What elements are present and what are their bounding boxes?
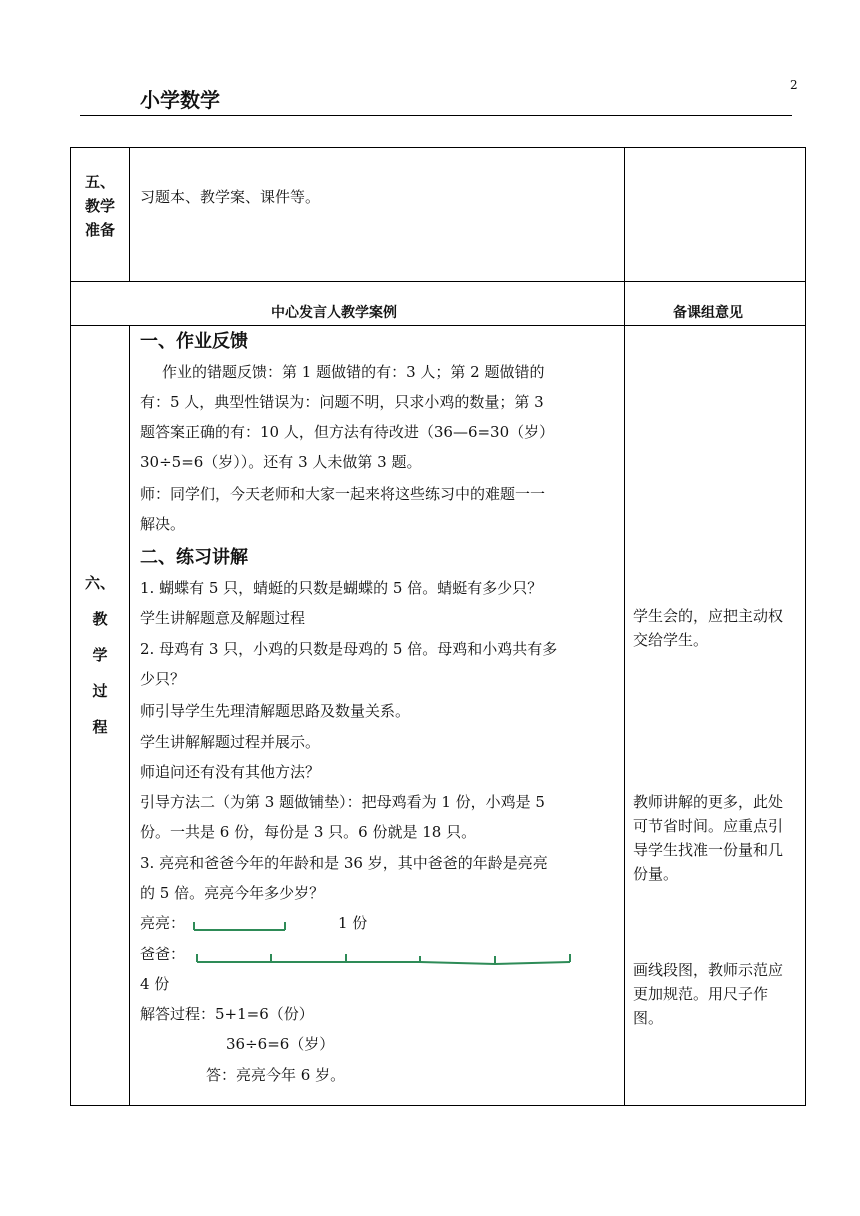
practice-line: 的 5 倍。亮亮今年多少岁？ bbox=[140, 884, 325, 902]
section5-label-line: 准备 bbox=[84, 221, 115, 239]
solution-line: 36÷6=6（岁） bbox=[226, 1035, 335, 1053]
section6-label-line: 六、 bbox=[84, 574, 115, 592]
diagram-liang-label: 亮亮： bbox=[140, 914, 186, 932]
feedback-line: 题答案正确的有：10 人，但方法有待改进（36—6=30（岁） bbox=[140, 423, 555, 441]
solution-answer: 答：亮亮今年 6 岁。 bbox=[206, 1066, 346, 1084]
section6-label-line: 过 bbox=[92, 682, 108, 700]
practice-line: 1. 蝴蝶有 5 只，蜻蜓的只数是蝴蝶的 5 倍。蜻蜓有多少只？ bbox=[140, 579, 543, 597]
section5-label-line: 五、 bbox=[84, 173, 115, 191]
diagram-liang-parts: 1 份 bbox=[338, 914, 368, 932]
section5-label-line: 教学 bbox=[84, 197, 115, 215]
section6-label-line: 程 bbox=[92, 718, 108, 736]
heading-homework-feedback: 一、作业反馈 bbox=[140, 331, 248, 352]
practice-line: 学生讲解解题过程并展示。 bbox=[140, 733, 321, 751]
practice-line: 3. 亮亮和爸爸今年的年龄和是 36 岁，其中爸爸的年龄是亮亮 bbox=[140, 854, 548, 872]
review-note: 教师讲解的更多，此处可节省时间。应重点引导学生找准一份量和几份量。 bbox=[633, 793, 784, 883]
feedback-line: 师：同学们，今天老师和大家一起来将这些练习中的难题一一 bbox=[140, 485, 546, 503]
practice-line: 师引导学生先理清解题思路及数量关系。 bbox=[140, 702, 411, 720]
diagram-dad-label: 爸爸： bbox=[140, 945, 186, 963]
heading-practice-explanation: 二、练习讲解 bbox=[140, 547, 248, 568]
column-header-main: 中心发言人教学案例 bbox=[271, 305, 397, 321]
practice-line: 2. 母鸡有 3 只，小鸡的只数是母鸡的 5 倍。母鸡和小鸡共有多 bbox=[140, 640, 558, 658]
page-header-title: 小学数学 bbox=[140, 88, 220, 112]
feedback-line: 30÷5=6（岁））。还有 3 人未做第 3 题。 bbox=[140, 453, 422, 471]
page-number: 2 bbox=[790, 78, 798, 92]
section5-content: 习题本、教学案、课件等。 bbox=[140, 188, 321, 206]
practice-line: 少只？ bbox=[140, 670, 186, 688]
practice-line: 引导方法二（为第 3 题做铺垫）：把母鸡看为 1 份，小鸡是 5 bbox=[140, 793, 545, 811]
review-note: 学生会的，应把主动权交给学生。 bbox=[633, 607, 784, 649]
practice-line: 份。一共是 6 份，每份是 3 只。6 份就是 18 只。 bbox=[140, 823, 477, 841]
section6-label-line: 学 bbox=[92, 646, 108, 664]
solution-line: 解答过程：5+1=6（份） bbox=[140, 1005, 314, 1023]
column-header-notes: 备课组意见 bbox=[673, 305, 743, 321]
feedback-line: 解决。 bbox=[140, 515, 186, 533]
feedback-line: 有：5 人，典型性错误为：问题不明，只求小鸡的数量；第 3 bbox=[140, 393, 544, 411]
diagram-dad-parts: 4 份 bbox=[140, 975, 170, 993]
diagram-lines bbox=[194, 922, 570, 964]
dad-segment bbox=[197, 962, 570, 964]
practice-line: 师追问还有没有其他方法？ bbox=[140, 763, 321, 781]
feedback-line: 作业的错题反馈：第 1 题做错的有：3 人；第 2 题做错的 bbox=[162, 363, 545, 381]
practice-line: 学生讲解题意及解题过程 bbox=[140, 609, 306, 627]
section6-label-line: 教 bbox=[92, 610, 108, 628]
review-note: 画线段图，教师示范应更加规范。用尺子作图。 bbox=[633, 961, 784, 1027]
